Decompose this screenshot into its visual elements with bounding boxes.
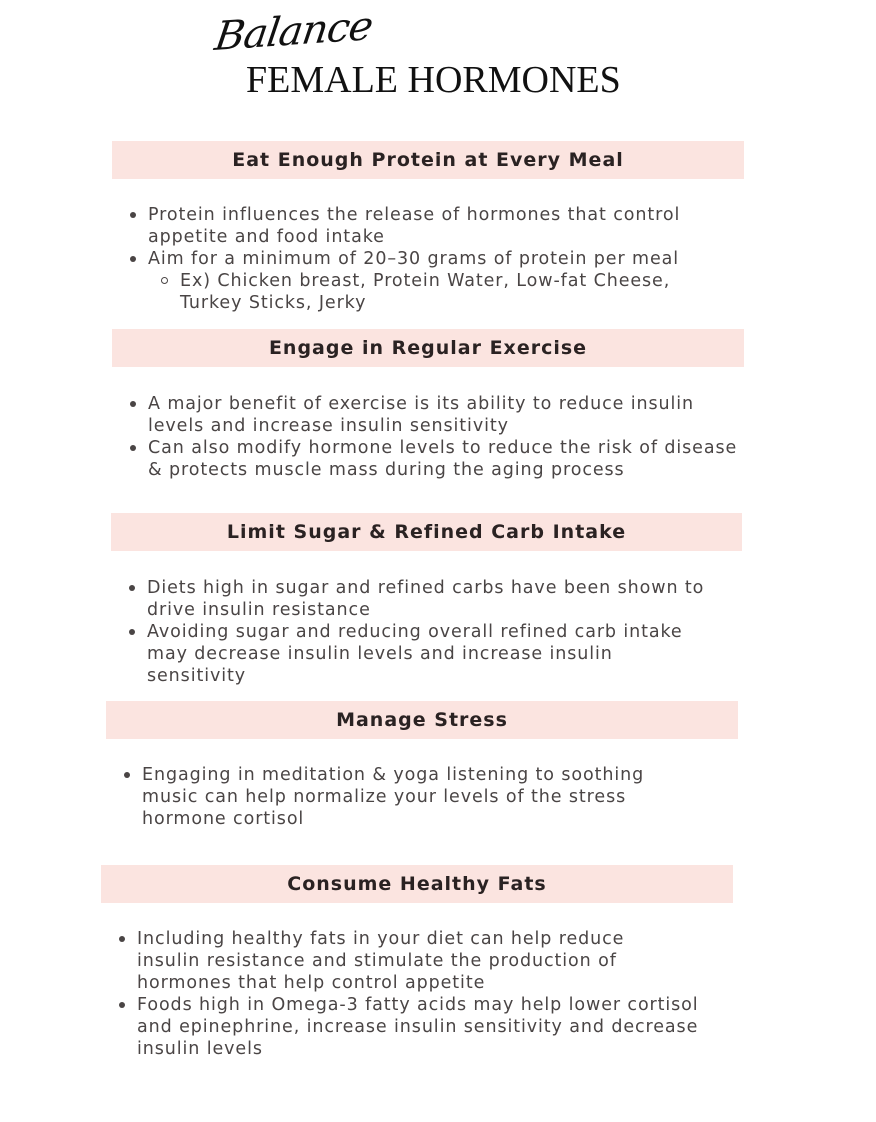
list-item: Diets high in sugar and refined carbs have been shown to drive insulin resistance bbox=[111, 577, 751, 621]
list-item: Can also modify hormone levels to reduce the risk of disease & protects muscle mass during the aging process bbox=[112, 437, 752, 481]
section-heading: Consume Healthy Fats bbox=[101, 865, 733, 903]
list-item: Avoiding sugar and reducing overall refined carb intake may decrease insulin levels and increase insulin sensitivity bbox=[111, 621, 707, 687]
section-heading: Engage in Regular Exercise bbox=[112, 329, 744, 367]
list-item: Aim for a minimum of 20–30 grams of protein per meal bbox=[112, 248, 752, 270]
section-sugar bbox=[111, 513, 742, 551]
section-stress-list bbox=[106, 764, 706, 830]
sub-list-item: Ex) Chicken breast, Protein Water, Low-fat Cheese, Turkey Sticks, Jerky bbox=[112, 270, 720, 314]
script-title-word: Balance bbox=[212, 3, 376, 60]
section-heading: Eat Enough Protein at Every Meal bbox=[112, 141, 744, 179]
section-protein bbox=[112, 141, 744, 179]
list-item: Engaging in meditation & yoga listening to soothing music can help normalize your levels of the stress hormone cortisol bbox=[106, 764, 682, 830]
section-heading: Manage Stress bbox=[106, 701, 738, 739]
page-title: FEMALE HORMONES bbox=[246, 59, 621, 101]
section-protein-list bbox=[112, 204, 752, 314]
section-stress bbox=[106, 701, 738, 739]
section-exercise bbox=[112, 329, 744, 367]
list-item: Including healthy fats in your diet can help reduce insulin resistance and stimulate the production of hormones that help control appetite bbox=[101, 928, 677, 994]
section-fats-list bbox=[101, 928, 741, 1060]
list-item: Protein influences the release of hormones that control appetite and food intake bbox=[112, 204, 752, 248]
list-item: A major benefit of exercise is its ability to reduce insulin levels and increase insulin sensitivity bbox=[112, 393, 752, 437]
section-heading: Limit Sugar & Refined Carb Intake bbox=[111, 513, 742, 551]
section-sugar-list bbox=[111, 577, 751, 687]
section-fats bbox=[101, 865, 733, 903]
list-item: Foods high in Omega-3 fatty acids may help lower cortisol and epinephrine, increase insulin sensitivity and decrease insulin levels bbox=[101, 994, 722, 1060]
section-exercise-list bbox=[112, 393, 752, 481]
